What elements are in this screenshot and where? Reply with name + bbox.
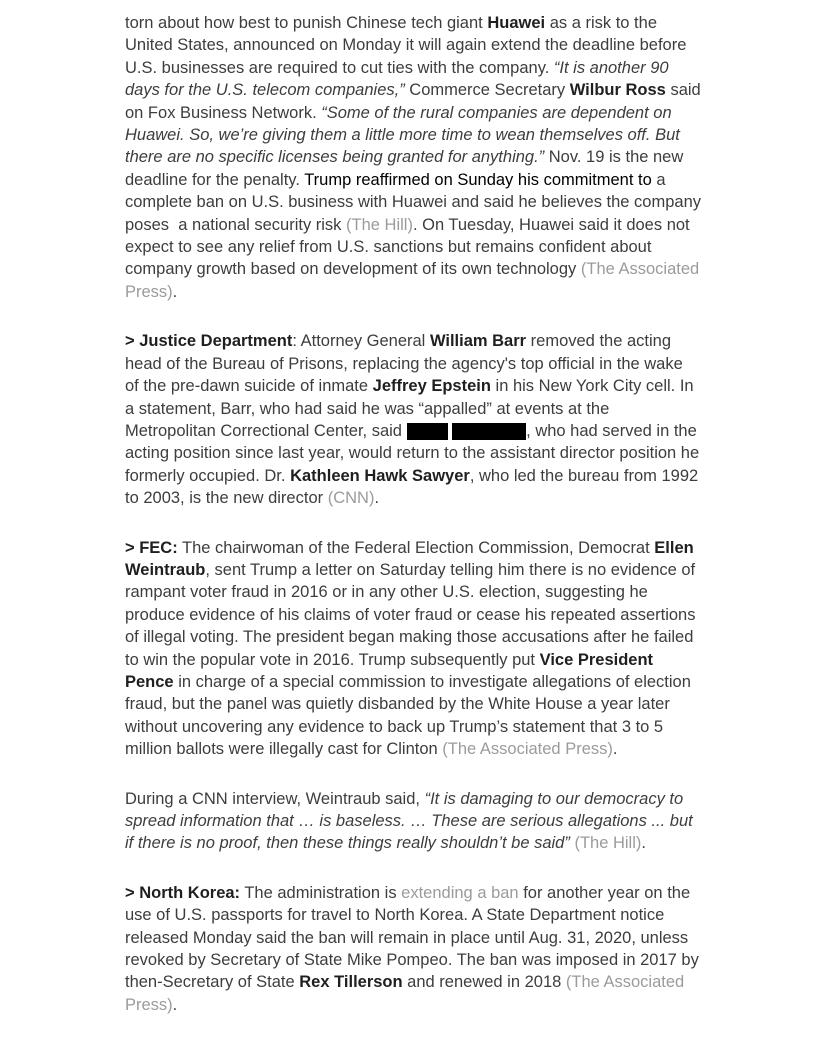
- paragraph-justice-department: [125, 330, 701, 509]
- paragraph-north-korea: [125, 882, 701, 1016]
- source-link[interactable]: (The Associated Press): [125, 973, 685, 1014]
- text-run: > Justice Department: [125, 332, 293, 351]
- text-run: Ellen Weintraub: [125, 538, 694, 579]
- text-run: : Attorney General: [292, 332, 430, 351]
- text-run: Jeffrey Epstein: [372, 377, 491, 396]
- text-run: Vice President Pence: [125, 650, 654, 691]
- source-link[interactable]: (The Hill): [346, 215, 413, 234]
- paragraph-huawei: [125, 12, 701, 303]
- paragraph-weintraub-interview: [125, 788, 701, 855]
- text-run: Kathleen Hawk Sawyer: [290, 466, 470, 485]
- redaction-box: [452, 423, 526, 440]
- redaction-box: [407, 423, 448, 440]
- text-run: , who had served in the acting position since last year, would return to the assistant director position he formerly occupied. Dr.: [125, 421, 700, 485]
- text-run: Commerce Secretary: [404, 81, 570, 100]
- text-run: .: [612, 740, 618, 759]
- text-run: .: [172, 995, 178, 1014]
- text-run: in charge of a special commission to investigate allegations of election fraud, but the panel was quietly disbanded by the White House a year later without uncovering any evidence to back up Trump’s statement that 3 to 5 million ballots were illegally cast for Clinton: [125, 672, 691, 759]
- text-run: as a risk to the United States, announced on Monday it will again extend the deadline before U.S. businesses are required to cut ties with the company.: [125, 14, 687, 77]
- text-run: .: [641, 834, 646, 853]
- text-run: in his New York City cell. In a statement, Barr, who had said he was “appalled” at events at the Metropolitan Correctional Center, said: [125, 377, 694, 440]
- text-run: a complete ban on U.S. business with Huawei and said he believes the company poses a national security risk: [125, 170, 702, 234]
- text-run: William Barr: [429, 332, 527, 351]
- text-run: “It is another 90 days for the U.S. telecom companies,”: [125, 58, 669, 100]
- text-run: Nov. 19 is the new deadline for the penalty.: [125, 148, 684, 189]
- text-run: removed the acting head of the Bureau of Prisons, replacing the agency's top official in the wake of the pre-dawn suicide of inmate: [125, 332, 683, 396]
- text-run: torn about how best to punish Chinese tech giant: [125, 14, 488, 32]
- source-link[interactable]: (The Associated Press): [125, 260, 700, 301]
- text-run: and renewed in 2018: [402, 973, 566, 992]
- text-run: said on Fox Business Network.: [125, 81, 701, 122]
- text-run: > FEC:: [125, 538, 178, 557]
- inline-link[interactable]: extending a ban: [401, 883, 519, 902]
- text-run: > North Korea:: [125, 883, 241, 902]
- paragraph-fec: [125, 537, 701, 761]
- document-body: [125, 12, 701, 1043]
- source-link[interactable]: (CNN): [327, 489, 375, 508]
- text-run: The chairwoman of the Federal Election Commission, Democrat: [177, 538, 655, 557]
- text-run: for another year on the use of U.S. passports for travel to North Korea. A State Department notice released Monday said the ban will remain in place until Aug. 31, 2020, unless revoked by Secretary of State Mike Pompeo. The ban was imposed in 2017 by then-Secretary of State: [125, 883, 699, 992]
- text-run: .: [172, 282, 178, 301]
- text-run: , sent Trump a letter on Saturday telling him there is no evidence of rampant voter fraud in 2016 or in any other U.S. election, suggesting he produce evidence of his claims of voter fraud or cease his repeated assertions of illegal voting. The president began making those accusations after he failed to win the popular vote in 2016. Trump subsequently put: [125, 560, 696, 669]
- source-link[interactable]: (The Associated Press): [442, 740, 613, 759]
- text-run: Huawei: [487, 14, 546, 32]
- text-run: During a CNN interview, Weintraub said,: [125, 789, 425, 808]
- text-run: Rex Tillerson: [299, 973, 403, 992]
- text-run: “It is damaging to our democracy to spread information that … is baseless. … These are serious allegations ... but if there is no proof, then these things really shouldn’t be said”: [125, 789, 693, 853]
- source-link[interactable]: (The Hill): [574, 834, 642, 853]
- text-run: “Some of the rural companies are dependent on Huawei. So, we’re giving them a little more time to wean themselves off. But there are no specific licenses being granted for anything.”: [125, 103, 680, 167]
- inline-link[interactable]: Trump reaffirmed on Sunday his commitment to: [304, 170, 652, 189]
- text-run: The administration is: [240, 883, 402, 902]
- text-run: Wilbur Ross: [569, 81, 666, 100]
- text-run: , who led the bureau from 1992 to 2003, is the new director: [125, 466, 699, 508]
- text-run: . On Tuesday, Huawei said it does not expect to see any relief from U.S. sanctions but remains confident about company growth based on development of its own technology: [125, 215, 690, 279]
- text-run: .: [374, 489, 380, 508]
